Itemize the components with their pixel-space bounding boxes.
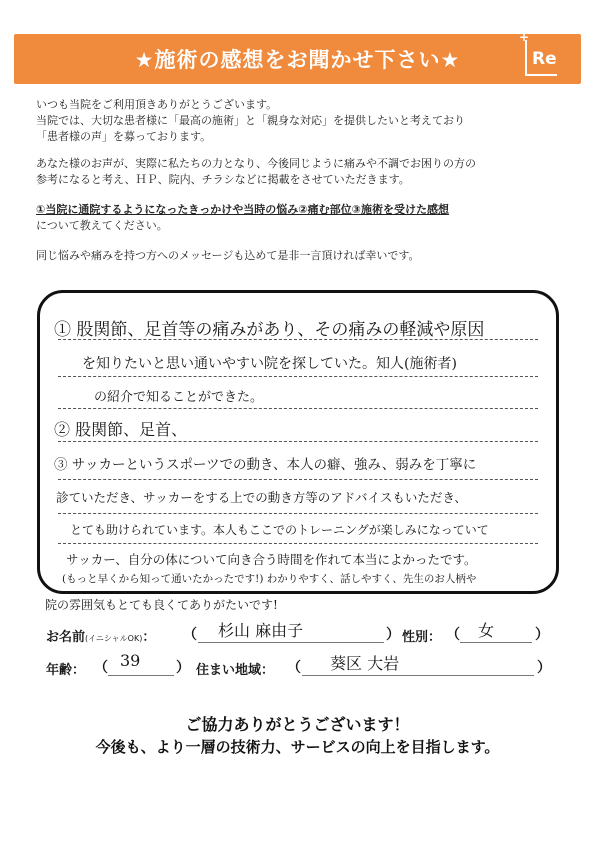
answer-line: を知りたいと思い通いやすい院を探していた。知人(施術者) (82, 356, 457, 372)
request-line: 参考になると考え、ＨＰ、院内、チラシなどに掲載をさせていただきます。 (36, 173, 410, 186)
answer-line: ③ サッカーというスポーツでの動き、本人の癖、強み、弱みを丁寧に (54, 457, 477, 473)
age-underline (108, 675, 174, 676)
answer-line: (もっと早くから知って通いたかったです!) わかりやすく、話しやすく、先生のお人柄や (62, 573, 477, 585)
page-title: ★施術の感想をお聞かせ下さい★ (134, 48, 461, 72)
area-label: 住まい地域： (196, 663, 275, 678)
answer-line: の紹介で知ることができた。 (94, 390, 264, 405)
writing-rule (58, 441, 538, 442)
answer-line: ① 股関節、足首等の痛みがあり、その痛みの軽減や原因 (54, 320, 485, 340)
gender-value: 女 (478, 621, 495, 640)
area-value: 葵区 大岩 (330, 654, 400, 673)
answer-line: とても助けられています。本人もここでのトレーニングが楽しみになっていて (70, 523, 489, 537)
questions-paragraph (36, 202, 576, 234)
intro-line: 当院では、大切な患者様に「最高の施術」と「親身な対応」を提供したいと考えており (36, 114, 465, 127)
message-request: 同じ悩みや痛みを持つ方へのメッセージも込めて是非一言頂ければ幸いです。 (36, 249, 420, 262)
clinic-logo (519, 30, 557, 76)
request-paragraph (36, 156, 576, 188)
area-underline (302, 675, 534, 676)
answer-card (37, 290, 559, 594)
writing-rule (58, 513, 538, 514)
intro-paragraph (36, 97, 576, 145)
gender-underline (460, 642, 532, 643)
intro-line: 「患者様の声」を募っております。 (36, 130, 212, 143)
name-label: お名前(イニシャルOK)： (46, 630, 156, 645)
answer-line: ② 股関節、足首、 (54, 420, 188, 439)
gender-label: 性別： (402, 630, 442, 645)
paren-close: ） (535, 627, 549, 643)
age-label: 年齢： (46, 663, 86, 678)
logo-text: Re (532, 49, 557, 69)
writing-rule (58, 543, 538, 544)
answer-line: 診ていただき、サッカーをする上での動き方等のアドバイスもいただき、 (56, 490, 467, 505)
paren-close: ） (537, 660, 551, 676)
writing-rule (58, 408, 538, 409)
request-line: あなた様のお声が、実際に私たちの力となり、今後同じように痛みや不調でお困りの方の (36, 157, 476, 170)
answer-line: 院の雰囲気もとても良くてありがたいです! (45, 598, 278, 612)
intro-line: いつも当院をご利用頂きありがとうございます。 (36, 98, 278, 111)
age-value: 39 (120, 651, 141, 670)
questions-heading: ①当院に通院するようになったきっかけや当時の悩み②痛む部位③施術を受けた感想 (36, 203, 449, 216)
questions-follow: について教えてください。 (36, 219, 168, 232)
paren-open: （ (446, 627, 460, 643)
thanks-line: ご協力ありがとうございます！ (185, 715, 410, 734)
writing-rule (58, 479, 538, 480)
answer-line: サッカー、自分の体について向き合う時間を作れて本当によかったです。 (66, 552, 477, 567)
header-banner (14, 34, 581, 84)
paren-open: （ (287, 660, 301, 676)
paren-close: ） (176, 660, 190, 676)
name-underline (198, 642, 384, 643)
paren-open: （ (183, 627, 197, 643)
paren-close: ） (386, 627, 400, 643)
logo-plus-mark: + (519, 30, 530, 44)
writing-rule (58, 376, 538, 377)
commitment-line: 今後も、より一層の技術力、サービスの向上を目指します。 (95, 738, 500, 756)
paren-open: （ (94, 660, 108, 676)
name-value: 杉山 麻由子 (218, 621, 304, 640)
